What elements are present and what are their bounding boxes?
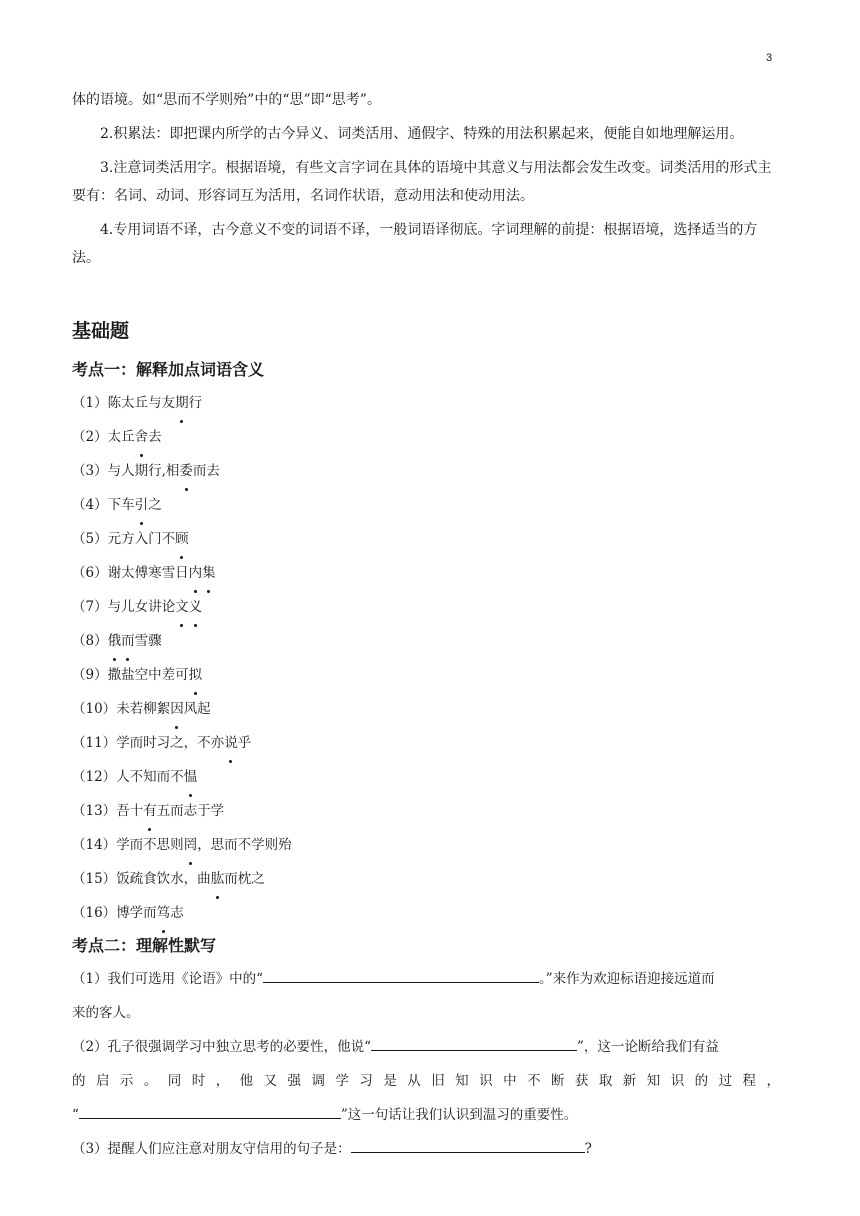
- answer-blank[interactable]: [351, 1138, 585, 1153]
- question-text: （1）我们可选用《论语》中的“: [72, 971, 263, 987]
- question-item: [72, 624, 780, 658]
- question-text: 与儿女讲论: [107, 599, 176, 615]
- dotted-word: 愠: [184, 760, 198, 794]
- question-number: （2）: [72, 429, 108, 445]
- dotted-word: 罔: [184, 828, 198, 862]
- question-text: “: [72, 1107, 79, 1123]
- question-item: [72, 726, 780, 760]
- dotted-word: 引: [135, 488, 149, 522]
- question-text: 与人期行,相: [107, 463, 180, 479]
- fill-question-3: [72, 1132, 780, 1166]
- question-item: [72, 556, 780, 590]
- question-text: ”，这一论断给我们有益: [577, 1039, 719, 1055]
- fill-question-1-cont: 来的客人。: [72, 1005, 140, 1021]
- dotted-word: 肱: [211, 862, 225, 896]
- question-text: 志: [170, 905, 184, 921]
- intro-paragraph: 2.积累法：即把课内所学的古今异义、词类活用、通假字、特殊的用法积累起来，便能自如地理解运用。: [100, 126, 744, 142]
- question-number: （5）: [72, 531, 108, 547]
- dotted-word: 顾: [175, 522, 189, 556]
- dotted-word: 内集: [189, 565, 216, 581]
- fill-question-1: [72, 962, 780, 996]
- kaodian1-question-list: [72, 386, 780, 930]
- dotted-word: 俄而: [108, 633, 135, 649]
- question-text: 人不知而不: [116, 769, 184, 785]
- question-item: [72, 590, 780, 624]
- question-item: [72, 692, 780, 726]
- fill-question-2-cont: 的启示。同时，他又强调学习是从旧知识中不断获取新知识的过程，: [72, 1073, 780, 1089]
- question-text: 学而时习之，不亦: [116, 735, 225, 751]
- intro-methods: [72, 86, 780, 272]
- question-text: 谢太傅寒雪日: [107, 565, 189, 581]
- question-text: 风起: [183, 701, 211, 717]
- intro-paragraph: 3.注意词类活用字。根据语境，有些文言字词在具体的语境中其意义与用法都会发生改变。词类活用的形式主要有：名词、动词、形容词互为活用，名词作状语，意动用法和使动用法。: [72, 160, 772, 204]
- question-number: （12）: [72, 769, 117, 785]
- question-item: [72, 658, 780, 692]
- question-item: [72, 488, 780, 522]
- intro-paragraph: 体的语境。如“思而不学则殆”中的“思”即“思考”。: [72, 92, 381, 108]
- question-number: （7）: [72, 599, 108, 615]
- question-text: ?: [584, 1141, 592, 1157]
- intro-paragraph: 4.专用词语不译，古今意义不变的词语不译，一般词语译彻底。字词理解的前提：根据语境，选择适当的方法。: [72, 222, 758, 266]
- question-number: （4）: [72, 497, 108, 513]
- question-text: 而枕之: [224, 871, 265, 887]
- question-text: 陈太丘与友: [107, 395, 176, 411]
- dotted-word: 因: [170, 692, 184, 726]
- question-number: （8）: [72, 633, 108, 649]
- question-text: （3）提醒人们应注意对朋友守信用的句子是：: [72, 1141, 351, 1157]
- question-item: [72, 454, 780, 488]
- question-number: （16）: [72, 905, 117, 921]
- question-text: 未若柳絮: [116, 701, 171, 717]
- dotted-word: 舍: [135, 420, 149, 454]
- fill-question-2-cont: [72, 1098, 780, 1132]
- question-text: 太丘: [107, 429, 135, 445]
- fill-question-2: [72, 1030, 780, 1064]
- dotted-word: 委: [179, 454, 193, 488]
- answer-blank[interactable]: [371, 1036, 577, 1051]
- question-text: （2）孔子很强调学习中独立思考的必要性，他说“: [72, 1039, 371, 1055]
- question-number: （14）: [72, 837, 117, 853]
- dotted-word: 文义: [175, 599, 202, 615]
- question-item: [72, 828, 780, 862]
- question-number: （9）: [72, 667, 108, 683]
- dotted-word: 有: [143, 794, 157, 828]
- question-number: （13）: [72, 803, 117, 819]
- question-text: 行: [188, 395, 203, 411]
- kaodian2-questions: [72, 962, 780, 1166]
- question-number: （1）: [72, 395, 108, 411]
- question-item: [72, 896, 780, 930]
- kaodian1-title: 考点一：解释加点词语含义: [72, 360, 265, 379]
- question-text: 乎: [237, 735, 252, 751]
- question-item: [72, 420, 780, 454]
- question-number: （15）: [72, 871, 117, 887]
- question-text: 学而不思则: [116, 837, 184, 853]
- document-body: [72, 86, 780, 1166]
- question-text: 饭疏食饮水，曲: [116, 871, 211, 887]
- question-text: 撒盐空中差可: [107, 667, 189, 683]
- kaodian2-title: 考点二：理解性默写: [72, 936, 217, 955]
- question-text: 。”来作为欢迎标语迎接远道而: [539, 971, 715, 987]
- question-text: 五而志于学: [156, 803, 225, 819]
- question-item: [72, 862, 780, 896]
- question-text: 去: [148, 429, 162, 445]
- question-text: 吾十: [116, 803, 144, 819]
- question-number: （11）: [72, 735, 117, 751]
- dotted-word: 说: [224, 726, 238, 760]
- answer-blank[interactable]: [79, 1104, 341, 1119]
- dotted-word: 笃: [157, 896, 171, 930]
- question-text: 下车: [107, 497, 135, 513]
- question-text: ”这一句话让我们认识到温习的重要性。: [340, 1107, 578, 1123]
- question-text: 博学而: [116, 905, 157, 921]
- question-item: [72, 522, 780, 556]
- question-text: 而去: [192, 463, 220, 479]
- question-item: [72, 760, 780, 794]
- question-text: 元方入门不: [107, 531, 176, 547]
- question-number: （6）: [72, 565, 108, 581]
- question-text: 雪骤: [134, 633, 162, 649]
- section-title: 基础题: [72, 320, 130, 342]
- question-number: （3）: [72, 463, 108, 479]
- question-item: [72, 794, 780, 828]
- dotted-word: 期: [175, 386, 189, 420]
- page-number: 3: [766, 52, 773, 64]
- dotted-word: 拟: [189, 658, 203, 692]
- question-text: 之: [148, 497, 162, 513]
- question-text: ，思而不学则殆: [197, 837, 292, 853]
- question-item: [72, 386, 780, 420]
- question-number: （10）: [72, 701, 117, 717]
- answer-blank[interactable]: [263, 968, 539, 983]
